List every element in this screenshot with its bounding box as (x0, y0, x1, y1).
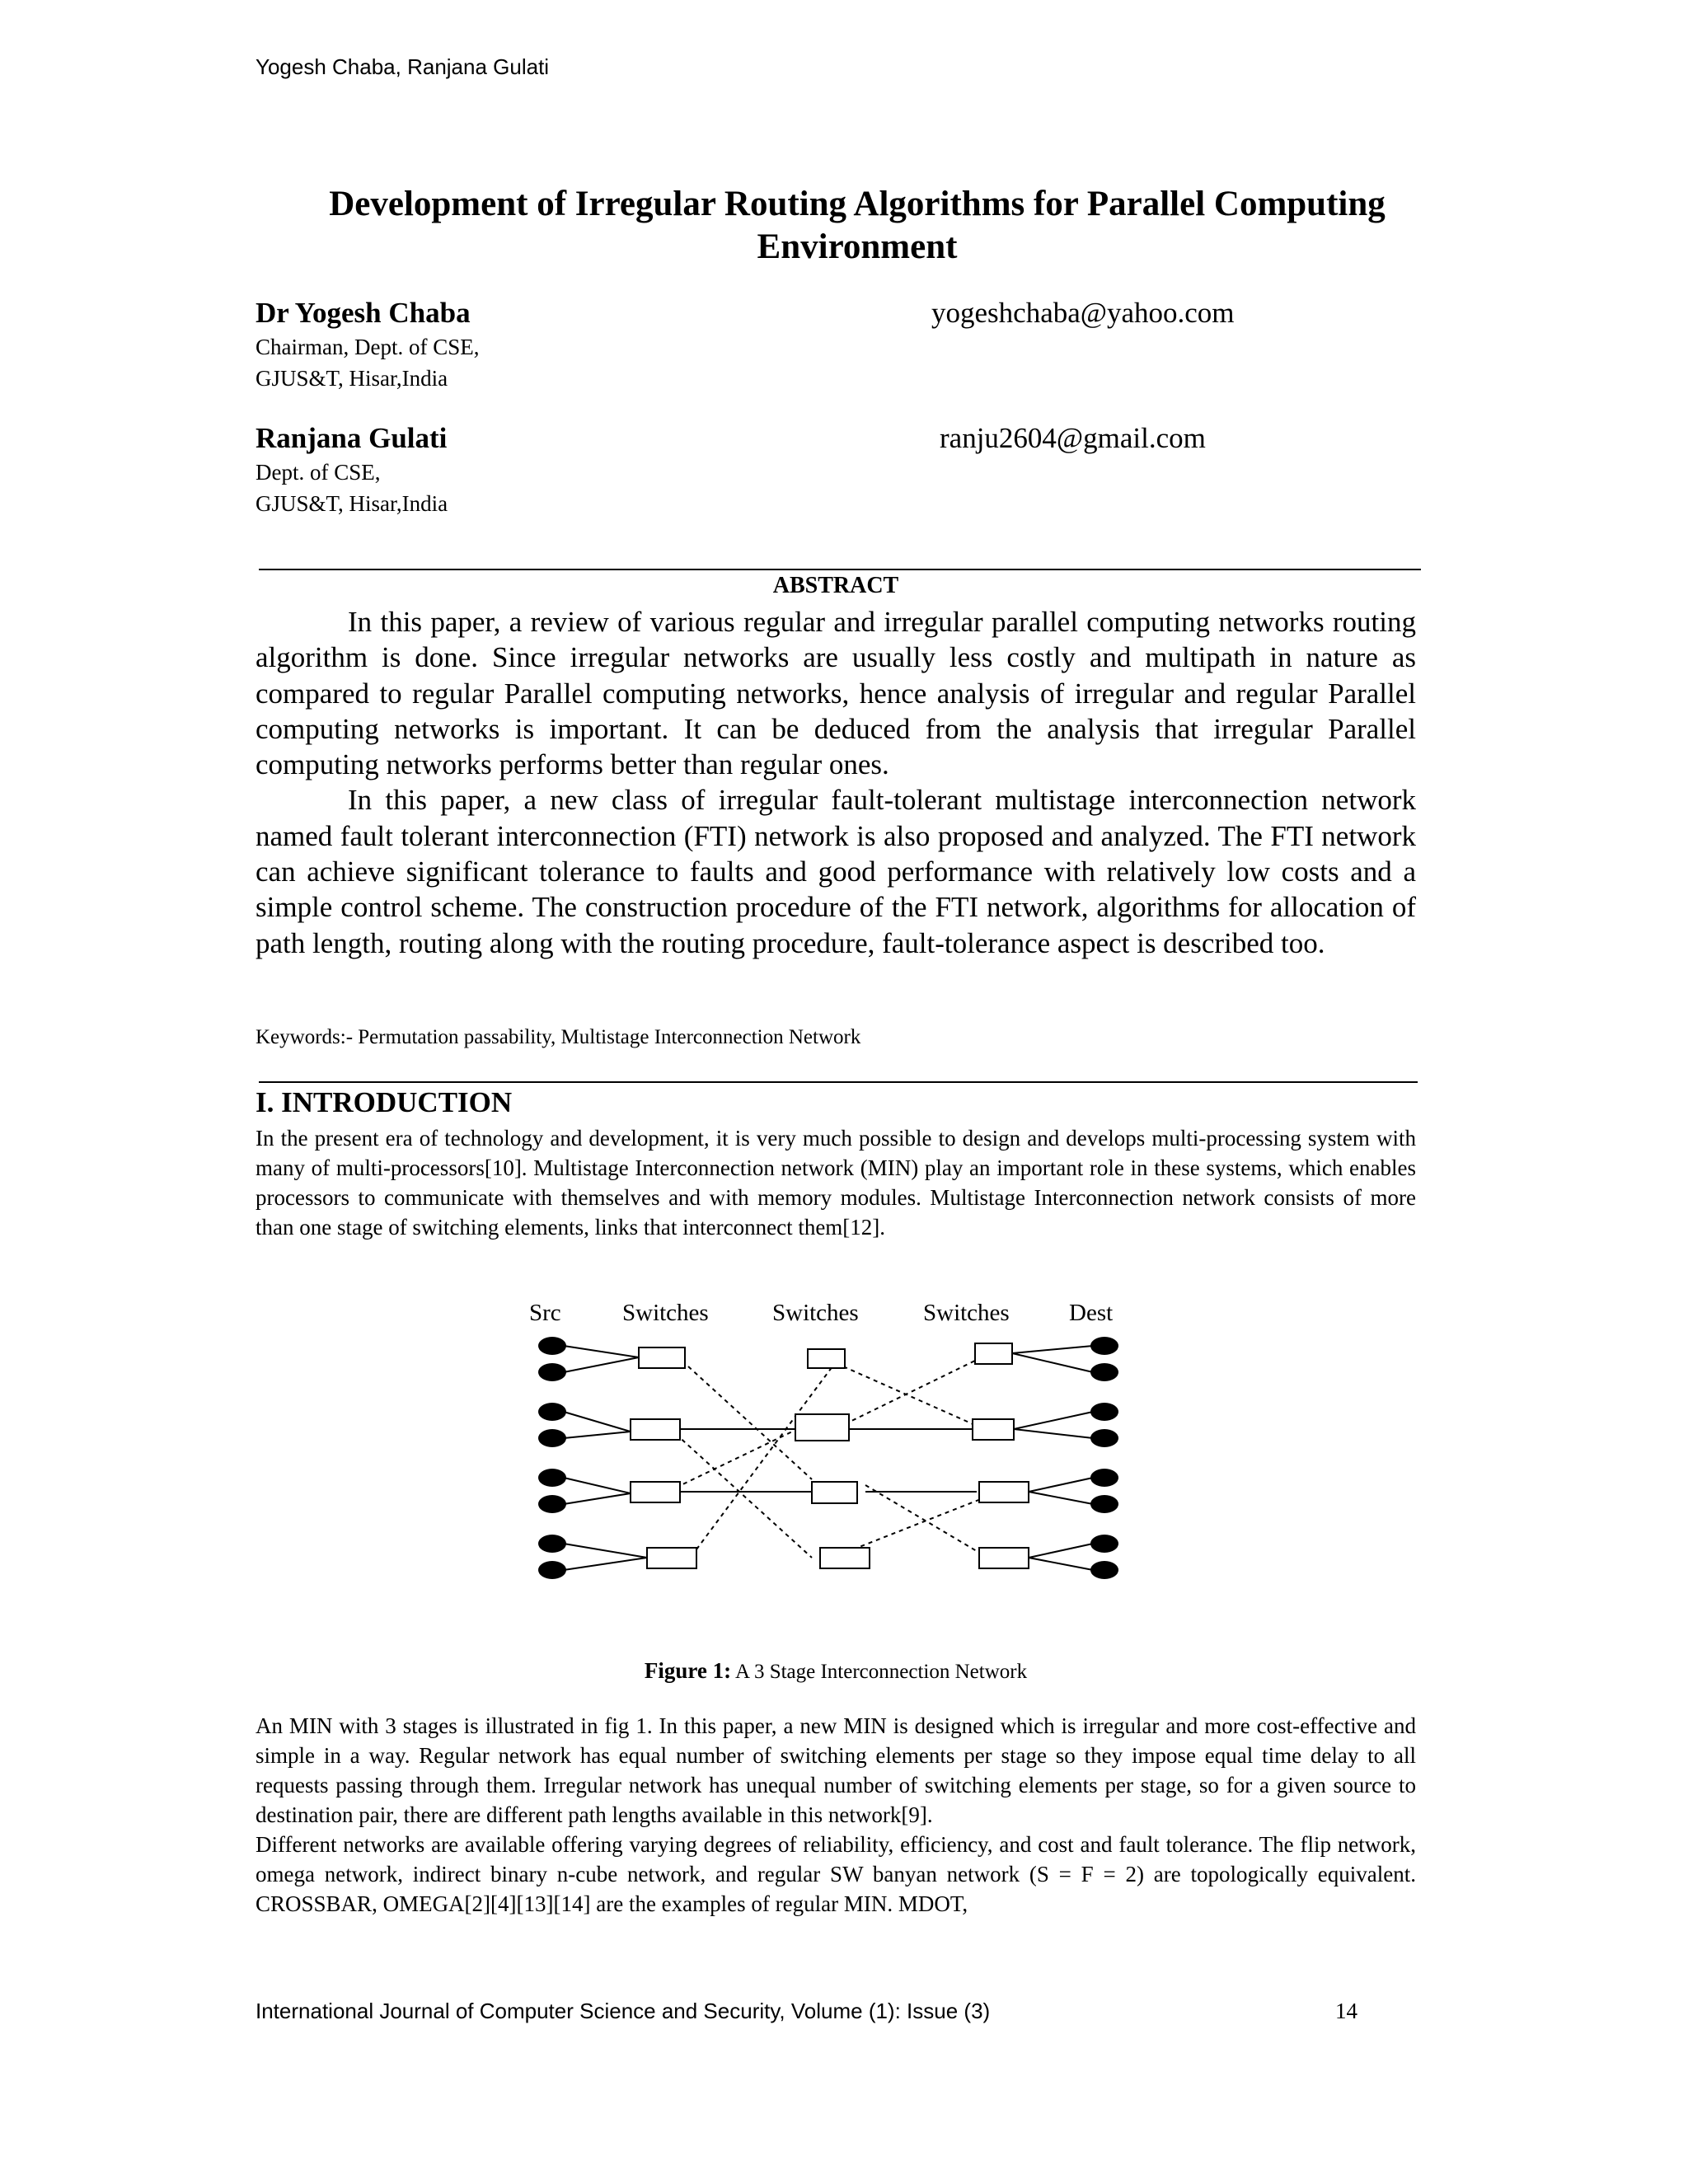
divider (259, 569, 1421, 570)
source-nodes (538, 1337, 566, 1579)
author-email[interactable]: ranju2604@gmail.com (940, 422, 1206, 454)
title-line-1: Development of Irregular Routing Algorithms for Parallel Computing (329, 185, 1386, 223)
author-email[interactable]: yogeshchaba@yahoo.com (931, 297, 1235, 329)
paper-title (247, 183, 1467, 269)
page-footer: International Journal of Computer Science and Security, Volume (1): Issue (3) (256, 1999, 991, 2023)
figure-label-switches: Switches (923, 1300, 1010, 1326)
figure-caption-label: Figure 1: (644, 1658, 732, 1683)
output-links (1012, 1346, 1093, 1570)
figure-caption (256, 1658, 1416, 1684)
crossover-links (676, 1360, 985, 1558)
author-affiliation: GJUS&T, Hisar,India (256, 491, 448, 516)
divider (259, 1081, 1418, 1083)
input-links (564, 1346, 647, 1570)
figure-label-switches: Switches (622, 1300, 709, 1326)
section-heading: I. INTRODUCTION (256, 1086, 513, 1118)
body-section (256, 1711, 1416, 1919)
abstract-paragraph: In this paper, a new class of irregular fault-tolerant multistage interconnection network named fault tolerant interconnection (FTI) network is also proposed and analyzed. The FTI network can achieve significant tolerance to faults and good performance with relatively low costs and a simple control scheme. The construction procedure of the FTI network, algorithms for allocation of path length, routing along with the routing procedure, fault-tolerance aspect is described too. (256, 784, 1416, 959)
figure-caption-text: A 3 Stage Interconnection Network (735, 1661, 1028, 1683)
destination-nodes (1090, 1337, 1118, 1579)
abstract-heading: ABSTRACT (772, 573, 899, 598)
keywords: Keywords:- Permutation passability, Multistage Interconnection Network (256, 1026, 861, 1048)
page-number: 14 (1335, 1999, 1357, 2023)
abstract-paragraph: In this paper, a review of various regular and irregular parallel computing networks routing algorithm is done. Since irregular networks are usually less costly and multipath in nature as compared to regular Parallel computing networks, hence analysis of irregular and regular Parallel computing networks is important. It can be deduced from the analysis that irregular Parallel computing networks performs better than regular ones. (256, 606, 1416, 781)
title-line-2: Environment (757, 227, 958, 266)
body-paragraph: Different networks are available offering varying degrees of reliability, efficiency, and cost and fault tolerance. The flip network, omega network, indirect binary n-cube network, and regular SW banyan network (S = F = 2) are topologically equivalent. CROSSBAR, OMEGA[2][4][13][14] are the examples of regular MIN. MDOT, (256, 1832, 1416, 1916)
figure-label-src: Src (529, 1300, 561, 1326)
intro-body (256, 1123, 1416, 1242)
body-paragraph: An MIN with 3 stages is illustrated in fig 1. In this paper, a new MIN is designed which is irregular and more cost-effective and simple in a way. Regular network has equal number of switching elements per stage so they impose equal time delay to all requests passing through them. Irregular network has unequal number of switching elements per stage, so for a given source to destination pair, there are different path lengths available in this network[9]. (256, 1713, 1416, 1827)
author-affiliation: Dept. of CSE, (256, 460, 381, 485)
author-affiliation: GJUS&T, Hisar,India (256, 366, 448, 391)
figure-label-dest: Dest (1069, 1300, 1114, 1326)
author-name: Ranjana Gulati (256, 422, 448, 454)
body-paragraph: In the present era of technology and development, it is very much possible to design and develops multi-processing system with many of multi-processors[10]. Multistage Interconnection network (MIN) play an important role in these systems, which enables processors to communicate with themselves and with memory modules. Multistage Interconnection network consists of more than one stage of switching elements, links that interconnect them[12]. (256, 1126, 1416, 1240)
running-header: Yogesh Chaba, Ranjana Gulati (256, 54, 550, 79)
figure-label-switches: Switches (772, 1300, 859, 1326)
author-affiliation: Chairman, Dept. of CSE, (256, 335, 480, 359)
network-diagram (528, 1294, 1154, 1624)
abstract-body (256, 604, 1416, 961)
switch-elements (631, 1343, 1029, 1568)
author-name: Dr Yogesh Chaba (256, 297, 471, 329)
